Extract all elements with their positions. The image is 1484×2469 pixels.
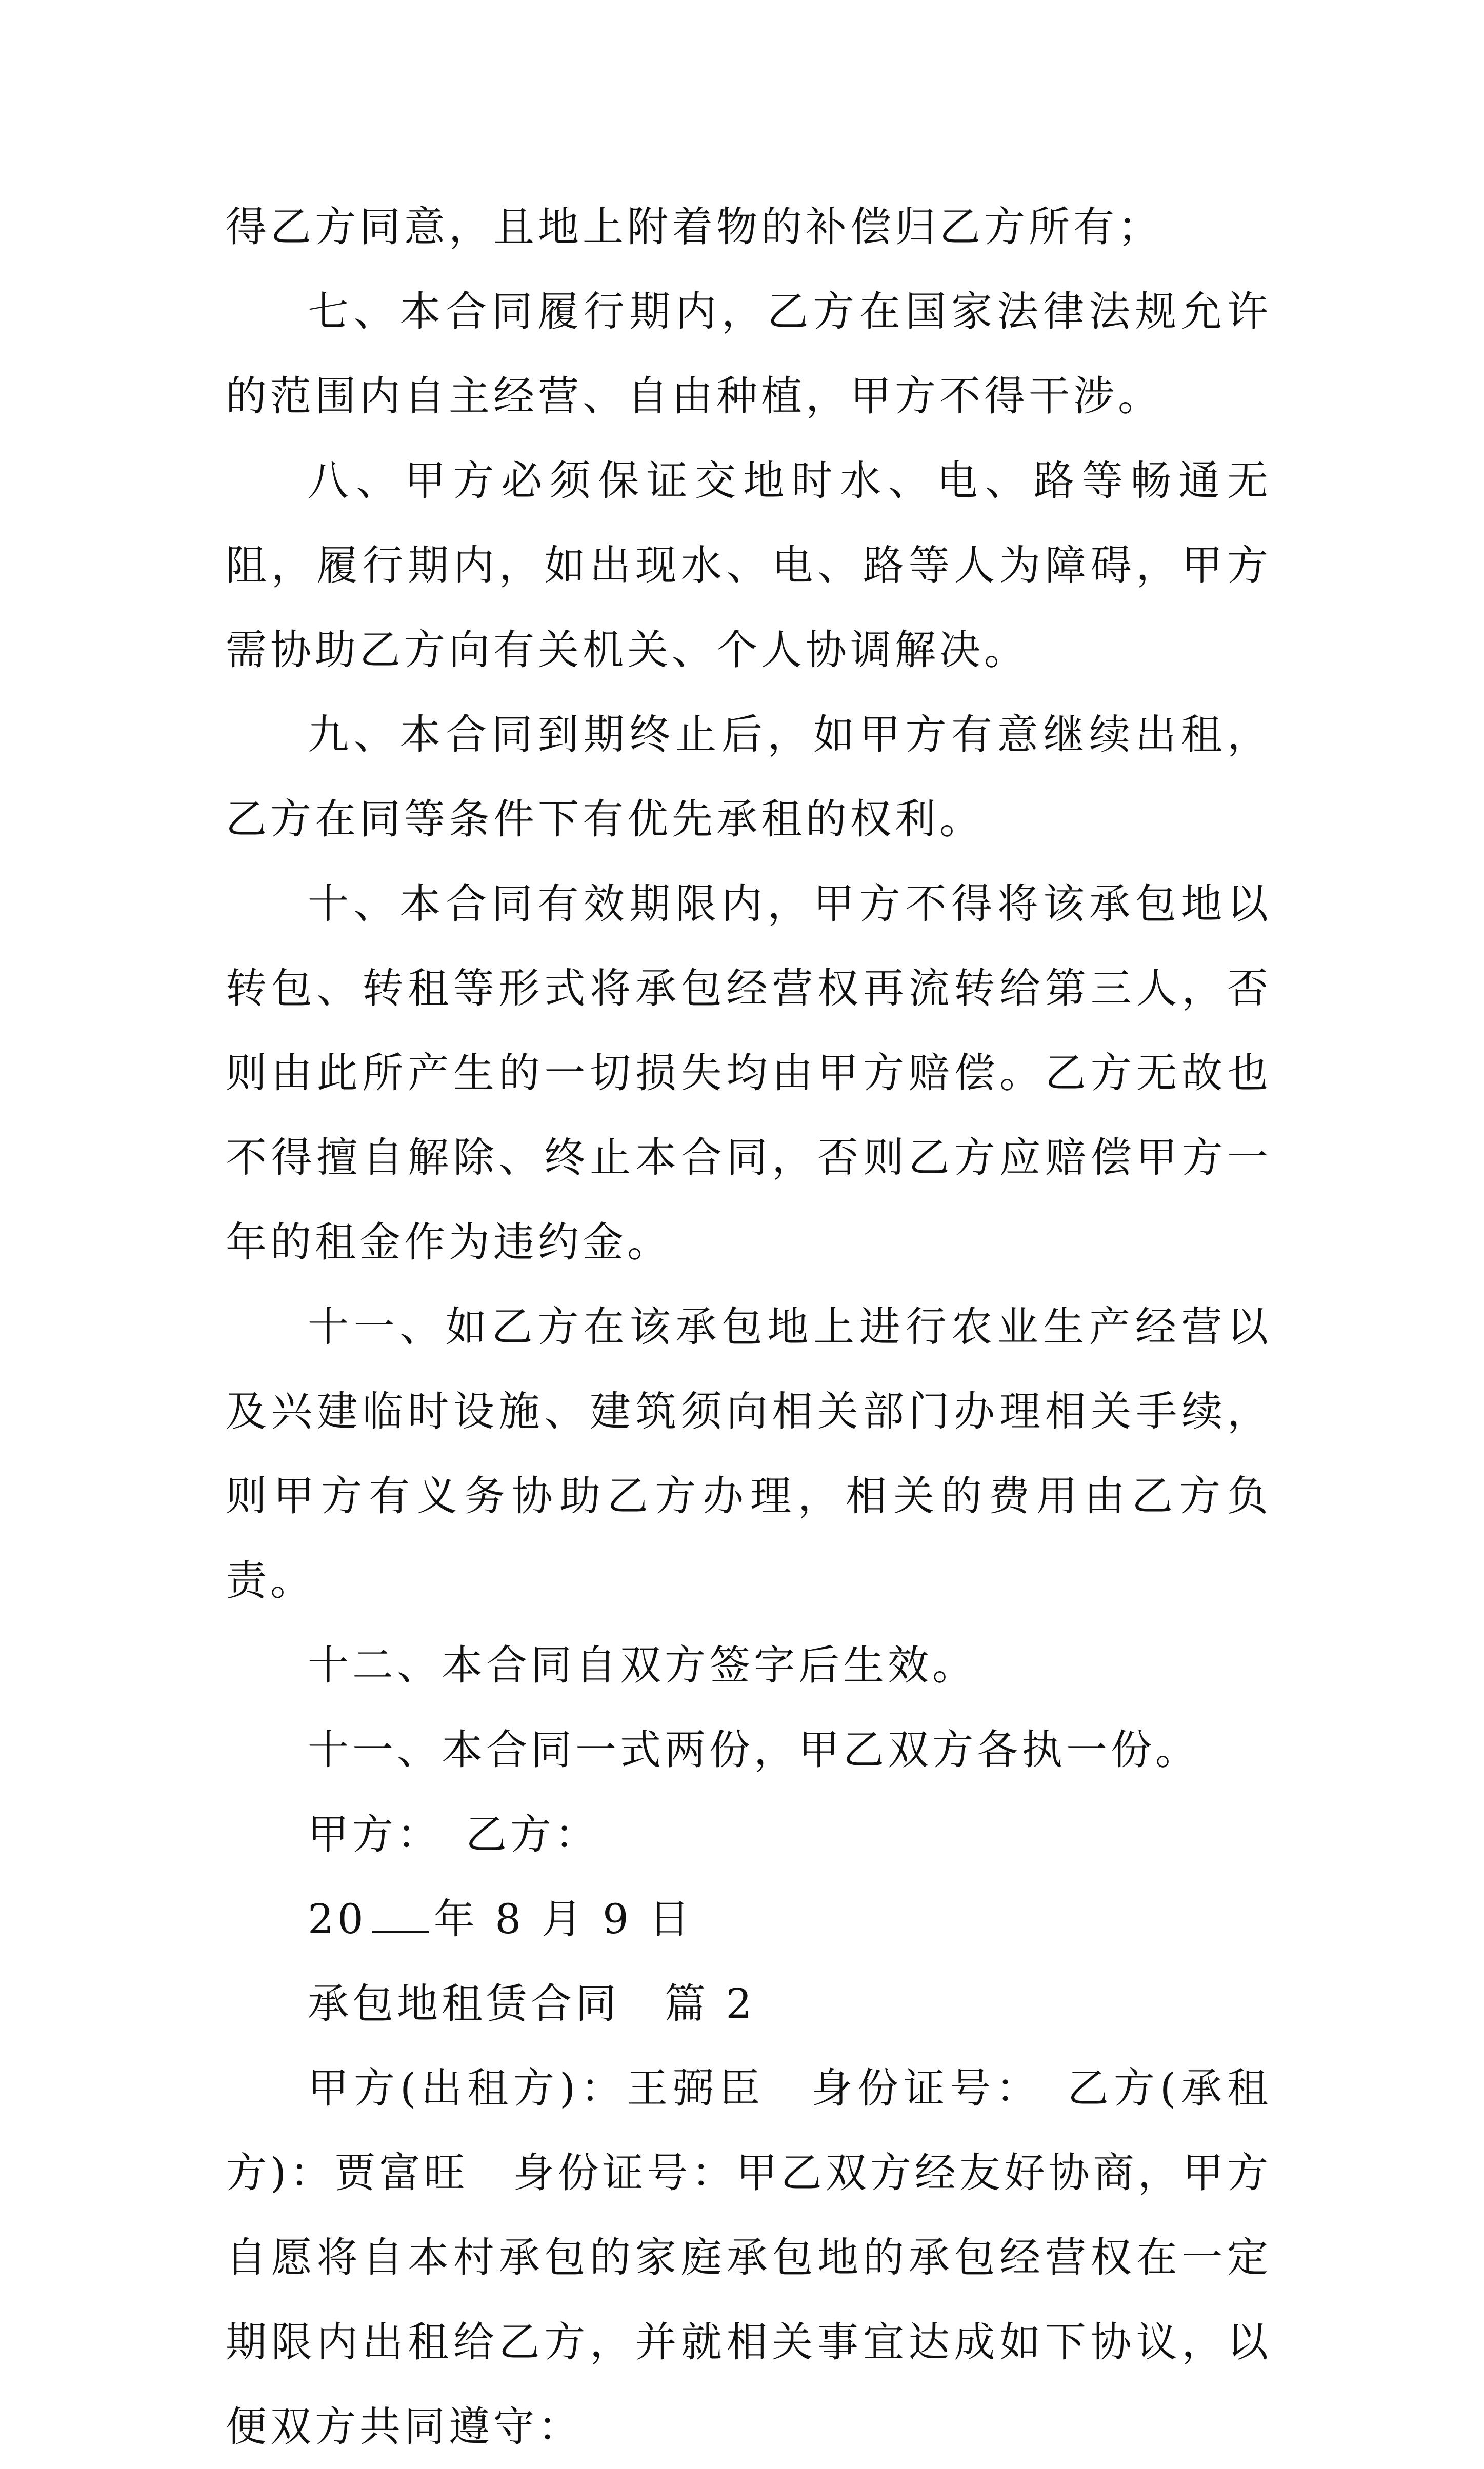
- clause-9: 九、本合同到期终止后，如甲方有意继续出租，乙方在同等条件下有优先承租的权利。: [226, 711, 1272, 843]
- section-heading: 承包地租赁合同 篇 2: [308, 1980, 756, 2028]
- date-line: [226, 1877, 1272, 1961]
- clause-11-copies: 十一、本合同一式两份，甲乙双方各执一份。: [308, 1726, 1200, 1774]
- parties-paragraph: 甲方(出租方)：王弼臣 身份证号： 乙方(承租方)：贾富旺 身份证号：甲乙双方经友好协商，甲方自愿将自本村承包的家庭承包地的承包经营权在一定期限内出租给乙方，并就相关事宜达成如下协议，以便双方共同遵守：: [226, 2064, 1272, 2451]
- clause-11: 十一、如乙方在该承包地上进行农业生产经营以及兴建临时设施、建筑须向相关部门办理相关手续，则甲方有义务协助乙方办理，相关的费用由乙方负责。: [226, 1303, 1272, 1604]
- date-suffix: 年 8 月 9 日: [433, 1895, 694, 1943]
- date-prefix: 20: [308, 1895, 367, 1943]
- clause-7: 七、本合同履行期内，乙方在国家法律法规允许的范围内自主经营、自由种植，甲方不得干涉。: [226, 288, 1272, 420]
- clause-10: 十、本合同有效期限内，甲方不得将该承包地以转包、转租等形式将承包经营权再流转给第三人，否则由此所产生的一切损失均由甲方赔偿。乙方无故也不得擅自解除、终止本合同，否则乙方应赔偿甲方一年的租金作为违约金。: [226, 880, 1272, 1266]
- clause-12: 十二、本合同自双方签字后生效。: [308, 1641, 977, 1689]
- date-blank: [372, 1900, 429, 1933]
- signature-line: 甲方： 乙方：: [308, 1811, 599, 1858]
- clause-8: 八、甲方必须保证交地时水、电、路等畅通无阻，履行期内，如出现水、电、路等人为障碍，甲方需协助乙方向有关机关、个人协调解决。: [226, 457, 1272, 674]
- continuation-text: 得乙方同意，且地上附着物的补偿归乙方所有；: [226, 203, 1162, 251]
- document-body: [226, 185, 1272, 2469]
